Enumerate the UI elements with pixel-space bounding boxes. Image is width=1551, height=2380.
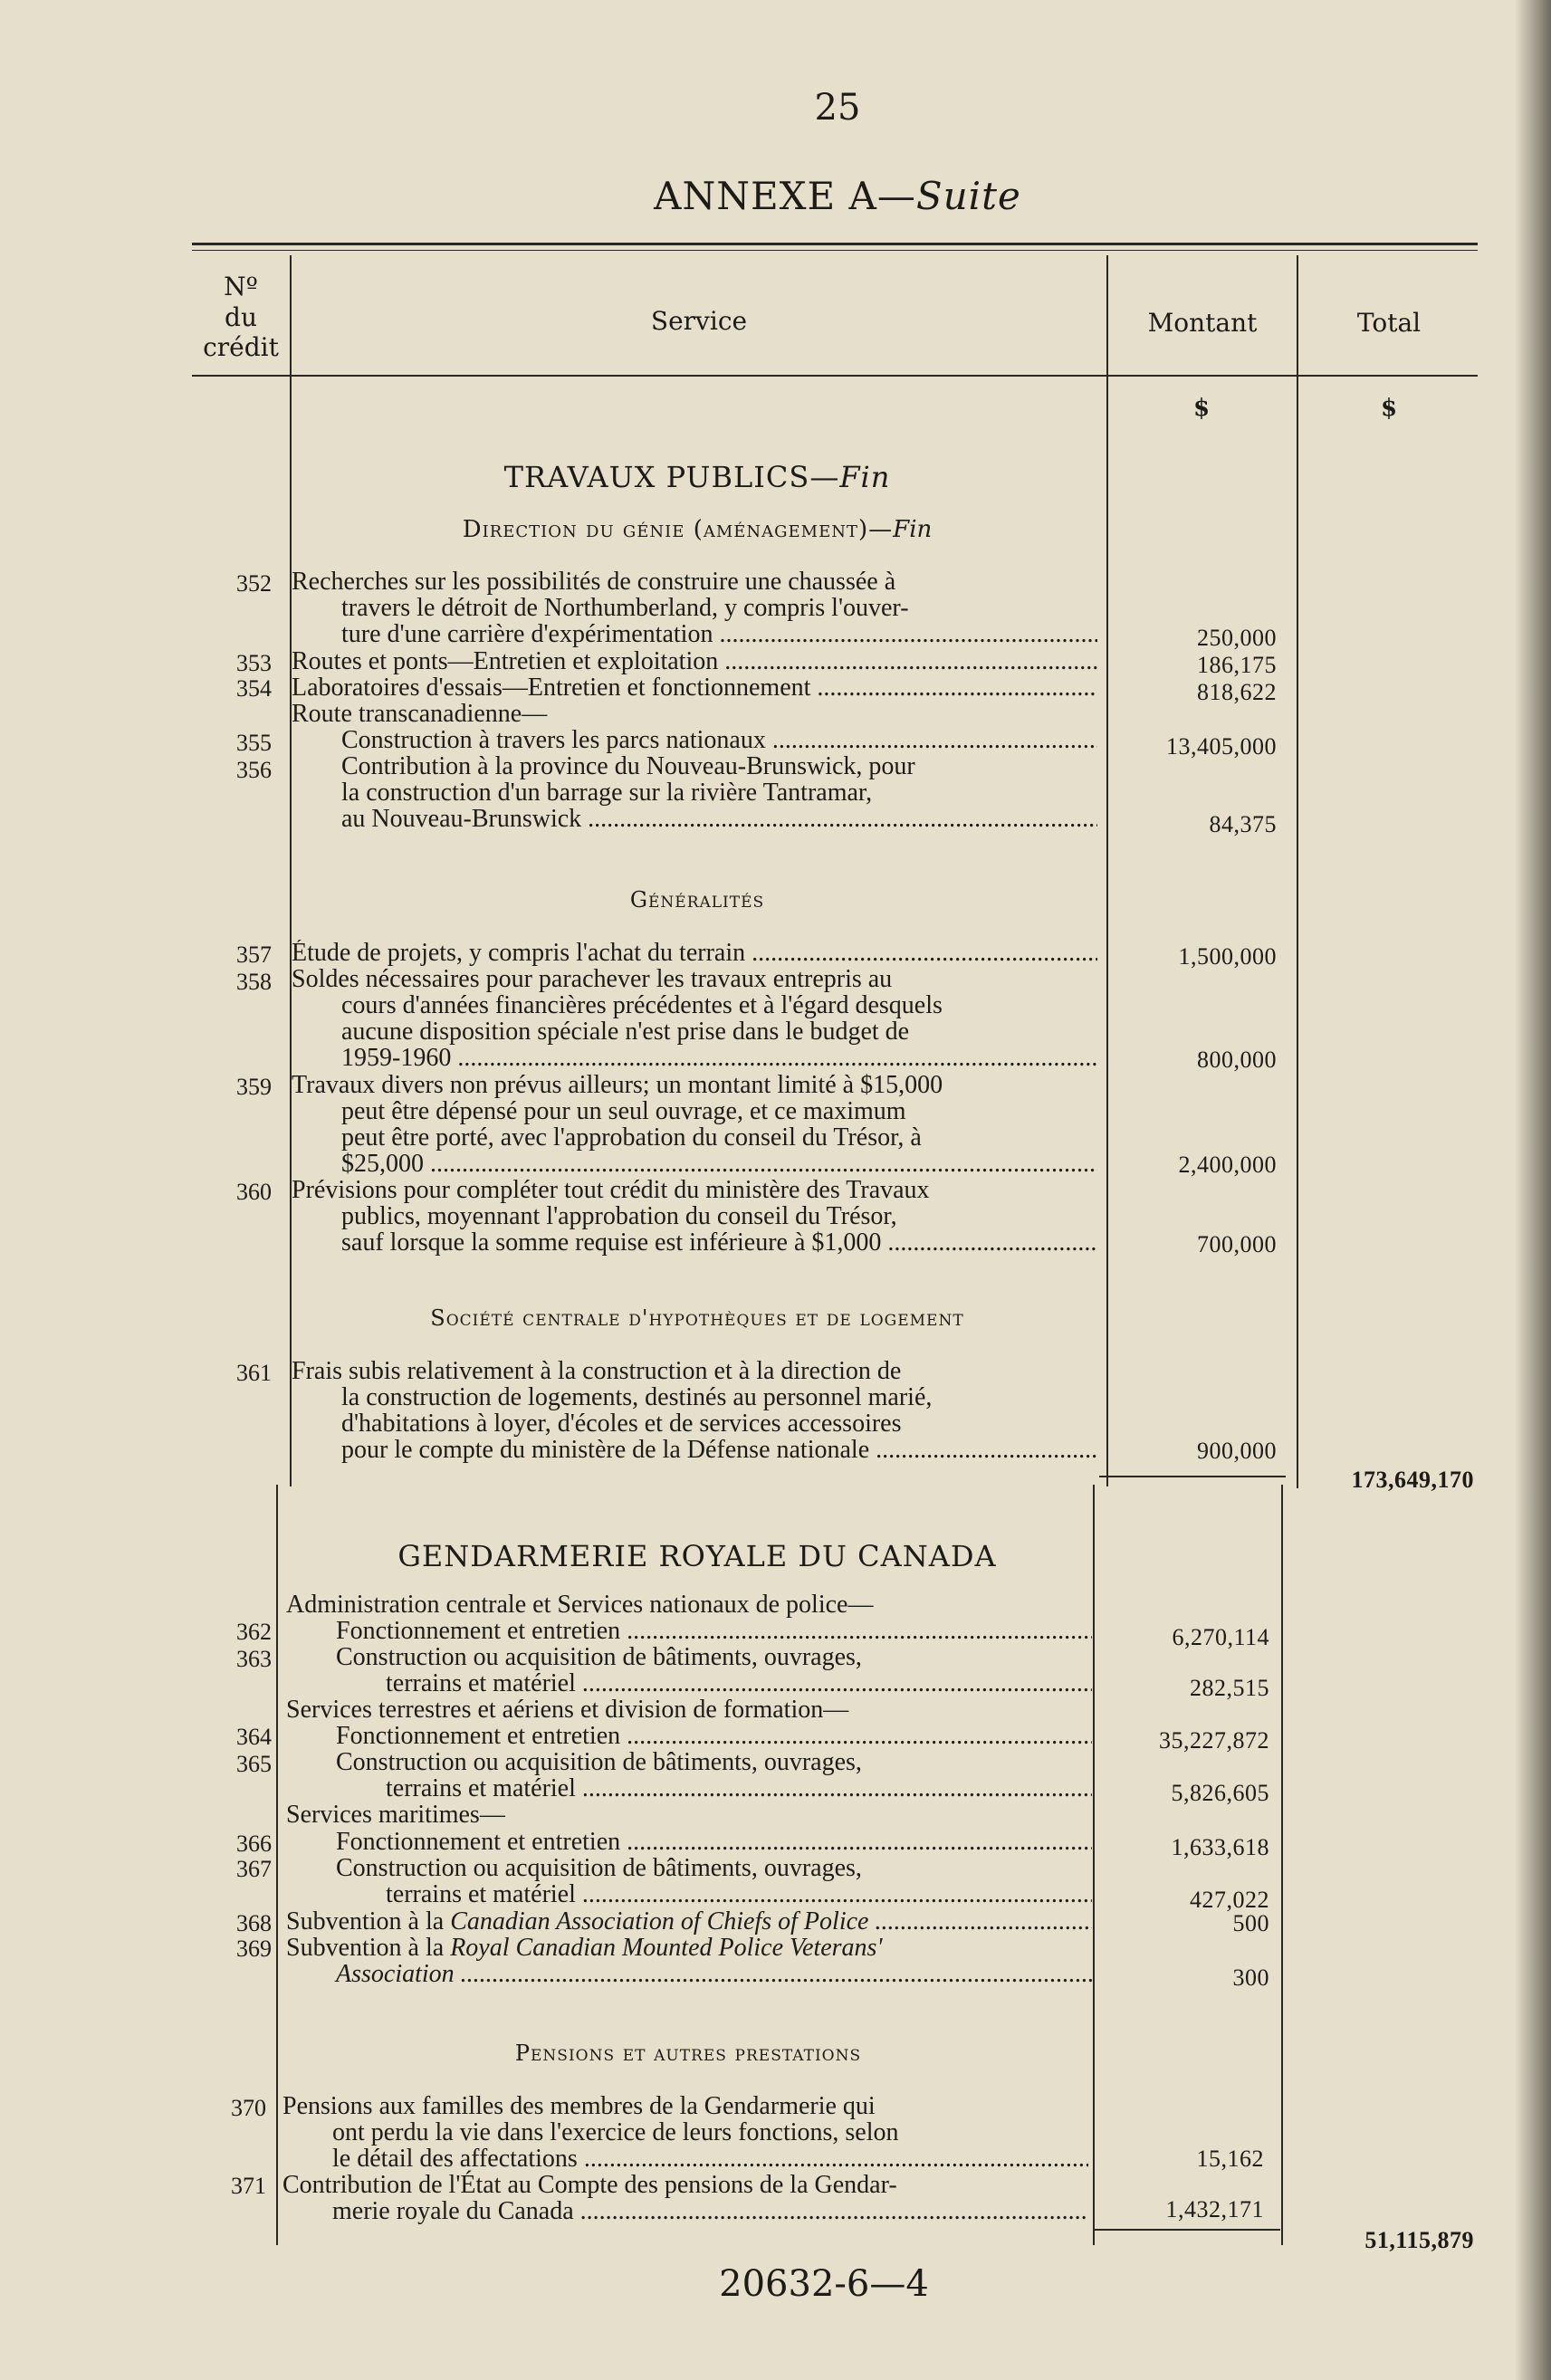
service-description: Recherches sur les possibilités de construire une chaussée à travers le détroit de Northumberland, y compris l'ouver- ture d'une carrière d'expérimentation ..... — [292, 569, 1097, 647]
credit-number: 370 — [231, 2095, 266, 2121]
service-description: Frais subis relativement à la construction et à la direction de la construction de logements, destinés au personnel marié, d'habitations à loyer, d'écoles et de services accessoires pour le compte du ministère de la Défense nationale ..... — [292, 1358, 1097, 1463]
amount: 800,000 — [1197, 1047, 1277, 1073]
column-divider-montant-bottom — [1281, 1485, 1283, 2245]
amount: 1,432,171 — [1165, 2196, 1264, 2222]
amount: 84,375 — [1209, 811, 1277, 837]
service-description: Subvention à la Royal Canadian Mounted Police Veterans' Association ..... — [286, 1935, 1092, 1987]
service-description: Construction à travers les parcs nationaux ..... — [292, 727, 1097, 753]
header-credit: Nº du crédit — [203, 272, 279, 363]
service-description: Construction ou acquisition de bâtiments, ouvrages, terrains et matériel ..... — [286, 1644, 1092, 1697]
credit-number: 365 — [236, 1751, 272, 1777]
column-divider-service-bottom — [1093, 1485, 1095, 2245]
amount: 186,175 — [1197, 652, 1277, 678]
section-gendarmerie: GENDARMERIE ROYALE DU CANADA — [397, 1539, 997, 1573]
service-description: Fonctionnement et entretien ..... — [286, 1829, 1092, 1855]
section-travaux-publics: TRAVAUX PUBLICS—Fin — [503, 460, 891, 494]
page-edge-shadow — [1515, 0, 1551, 2380]
service-description: Construction ou acquisition de bâtiments, ouvrages, terrains et matériel ..... — [286, 1855, 1092, 1907]
section-schl: Société centrale d'hypothèques et de logement — [430, 1305, 964, 1331]
amount: 818,622 — [1197, 679, 1277, 705]
subtotal-rule — [1094, 2229, 1280, 2231]
section-pensions: Pensions et autres prestations — [514, 2041, 862, 2066]
currency-total: $ — [1381, 395, 1398, 422]
credit-number: 360 — [236, 1179, 272, 1205]
column-divider-service-top — [1106, 255, 1108, 1486]
section-generalites: Généralités — [629, 887, 765, 913]
service-description: Soldes nécessaires pour parachever les travaux entrepris au cours d'années financières précédentes et à l'égard desquels aucune disposition spéciale n'est prise dans le budget de 1959-1960 ..... — [292, 966, 1097, 1071]
amount: 6,270,114 — [1172, 1624, 1269, 1650]
service-description: Fonctionnement et entretien ..... — [286, 1618, 1092, 1644]
header-montant: Montant — [1147, 308, 1258, 338]
credit-number: 361 — [236, 1360, 272, 1386]
credit-number: 358 — [236, 969, 272, 995]
amount: 35,227,872 — [1159, 1727, 1269, 1754]
credit-number: 368 — [236, 1910, 272, 1936]
credit-number: 353 — [236, 650, 272, 676]
credit-number: 359 — [236, 1074, 272, 1100]
service-description: Prévisions pour compléter tout crédit du ministère des Travaux publics, moyennant l'approbation du conseil du Trésor, sauf lorsque la somme requise est inférieure à $1,000 ..... — [292, 1177, 1097, 1256]
total-travaux-publics: 173,649,170 — [1351, 1467, 1474, 1493]
subtotal-rule — [1099, 1476, 1286, 1477]
column-divider-credit-bottom — [276, 1485, 278, 2245]
service-description: Contribution à la province du Nouveau-Brunswick, pour la construction d'un barrage sur la rivière Tantramar, au Nouveau-Brunswick ..... — [292, 753, 1097, 832]
header-total: Total — [1356, 308, 1422, 338]
credit-number: 367 — [236, 1856, 272, 1882]
service-description: Pensions aux familles des membres de la Gendarmerie qui ont perdu la vie dans l'exercice de leurs fonctions, selon le détail des affectations ..... — [282, 2093, 1088, 2172]
amount: 250,000 — [1197, 625, 1277, 651]
credit-number: 352 — [236, 570, 272, 597]
column-divider-montant-top — [1297, 255, 1298, 1488]
amount: 700,000 — [1197, 1231, 1277, 1257]
credit-number: 356 — [236, 757, 272, 783]
amount: 1,633,618 — [1171, 1834, 1269, 1860]
service-description: Contribution de l'État au Compte des pensions de la Gendar- merie royale du Canada ..... — [282, 2172, 1088, 2224]
amount: 900,000 — [1197, 1438, 1277, 1464]
amount: 1,500,000 — [1178, 943, 1277, 970]
credit-number: 357 — [236, 941, 272, 968]
service-description: Construction ou acquisition de bâtiments, ouvrages, terrains et matériel ..... — [286, 1749, 1092, 1802]
amount: 500 — [1232, 1910, 1269, 1936]
amount: 282,515 — [1190, 1675, 1269, 1701]
amount: 300 — [1232, 1964, 1269, 1991]
credit-number: 364 — [236, 1724, 272, 1750]
total-gendarmerie: 51,115,879 — [1364, 2227, 1474, 2253]
service-description: Fonctionnement et entretien ..... — [286, 1723, 1092, 1749]
service-description: Laboratoires d'essais—Entretien et fonctionnement ..... — [292, 674, 1097, 701]
service-description: Routes et ponts—Entretien et exploitation ..... — [292, 648, 1097, 674]
group-heading: Services terrestres et aériens et division de formation— — [286, 1696, 849, 1724]
service-description: Subvention à la Canadian Association of Chiefs of Police ..... — [286, 1908, 1092, 1935]
credit-number: 366 — [236, 1830, 272, 1857]
service-description: Travaux divers non prévus ailleurs; un montant limité à $15,000 peut être dépensé pour un seul ouvrage, et ce maximum peut être porté, avec l'approbation du conseil du Trésor, à $25,000 ..... — [292, 1072, 1097, 1177]
service-description: Étude de projets, y compris l'achat du terrain ..... — [292, 940, 1097, 966]
amount: 15,162 — [1196, 2146, 1264, 2172]
amount: 427,022 — [1190, 1887, 1269, 1913]
amount: 2,400,000 — [1178, 1152, 1277, 1178]
credit-number: 355 — [236, 730, 272, 756]
section-direction-genie: Direction du génie (aménagement)—Fin — [462, 516, 933, 543]
page-number: 25 — [814, 87, 861, 129]
annex-title: ANNEXE A—Suite — [654, 174, 1021, 218]
amount: 13,405,000 — [1166, 733, 1277, 760]
credit-number: 354 — [236, 675, 272, 702]
table-top-rule — [192, 243, 1478, 245]
credit-number: 363 — [236, 1646, 272, 1672]
header-service: Service — [650, 306, 748, 336]
currency-montant: $ — [1193, 395, 1211, 422]
column-divider-credit-top — [290, 255, 292, 1486]
footer-print-code: 20632-6—4 — [719, 2263, 929, 2305]
group-heading: Route transcanadienne— — [292, 700, 548, 728]
group-heading: Administration centrale et Services nationaux de police— — [286, 1591, 874, 1619]
credit-number: 371 — [231, 2173, 266, 2199]
header-bottom-rule — [192, 375, 1478, 377]
credit-number: 362 — [236, 1619, 272, 1645]
credit-number: 369 — [236, 1936, 272, 1962]
table-top-rule-thin — [192, 250, 1478, 251]
group-heading: Services maritimes— — [286, 1801, 505, 1829]
amount: 5,826,605 — [1171, 1780, 1269, 1806]
